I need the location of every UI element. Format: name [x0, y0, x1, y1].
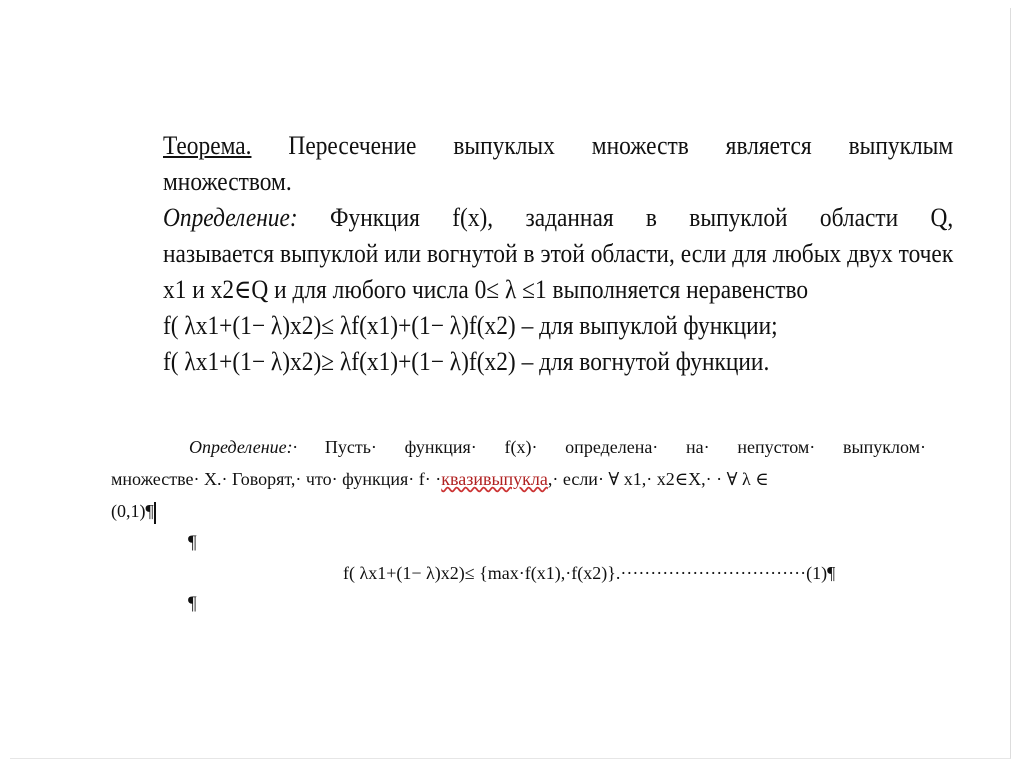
- definition-label: Определение:: [163, 203, 298, 232]
- quasi-line-2: [111, 463, 926, 495]
- quasi-text: Пусть· функция· f(x)· определена· на· непустом· выпуклом·: [324, 437, 927, 457]
- empty-paragraph-mark-2: ¶: [188, 593, 197, 614]
- empty-paragraph-mark: ¶: [188, 532, 197, 553]
- inequality-concave: f( λx1+(1− λ)x2)≥ λf(x1)+(1− λ)f(x2) – для вогнутой функции.: [163, 347, 770, 376]
- definition-line-3: x1 и x2∈Q и для любого числа 0≤ λ ≤1 выполняется неравенство: [163, 275, 809, 304]
- quasi-line-2a: множестве· X.· Говорят,· что· функция· f· ·: [111, 469, 442, 489]
- formula-1: f( λx1+(1− λ)x2)≤ {max·f(x1),·f(x2)}.·······························(1)¶: [343, 563, 836, 583]
- interval-text: (0,1): [111, 501, 146, 521]
- pilcrow-mark: ¶: [145, 501, 154, 521]
- quasi-label: Определение:·: [189, 437, 298, 457]
- theorem-line-2: множеством.: [163, 167, 292, 196]
- definition-line-2: называется выпуклой или вогнутой в этой области, если для любых двух точек: [163, 239, 954, 268]
- theorem-definition-block: [163, 128, 953, 380]
- definition-text: Функция f(x), заданная в выпуклой области Q,: [330, 203, 954, 232]
- quasiconvex-definition-block: [111, 431, 926, 527]
- inequality-convex: f( λx1+(1− λ)x2)≤ λf(x1)+(1− λ)f(x2) – для выпуклой функции;: [163, 311, 778, 340]
- quasi-line-3: [111, 495, 926, 527]
- quasi-line-1: [111, 431, 926, 463]
- text-cursor: [154, 502, 156, 524]
- theorem-line-1: [163, 128, 953, 164]
- definition-line-1: [163, 200, 953, 236]
- slide-frame: [10, 8, 1011, 759]
- spell-flagged-word[interactable]: квазивыпукла: [441, 469, 548, 489]
- theorem-text: Пересечение выпуклых множеств является выпуклым: [288, 131, 954, 160]
- theorem-label: Теорема.: [163, 131, 252, 160]
- quasi-line-2b: ,· если· ∀ x1,· x2∈X,· · ∀ λ ∈: [547, 469, 769, 489]
